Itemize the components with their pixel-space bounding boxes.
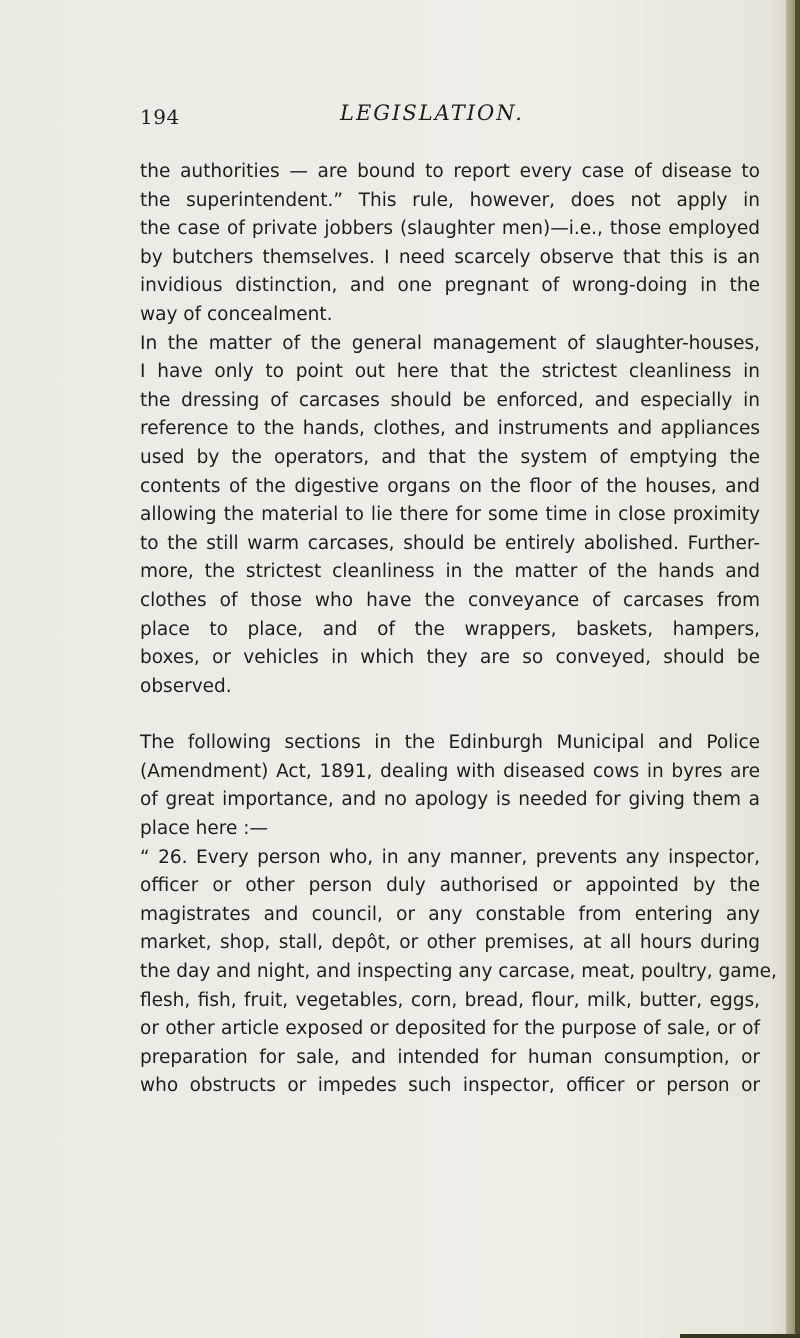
text-line: more, the strictest cleanliness in the matter of the hands and xyxy=(140,561,760,583)
text-line: In the matter of the general management of slaughter-houses, xyxy=(140,332,760,354)
text-line: reference to the hands, clothes, and instruments and appliances xyxy=(140,418,760,440)
text-line: invidious distinction, and one pregnant of wrong-doing in the xyxy=(140,275,760,297)
text-line: used by the operators, and that the system of emptying the xyxy=(140,446,760,468)
text-line: allowing the material to lie there for some time in close proximity xyxy=(140,504,760,526)
text-line: magistrates and council, or any constable from entering any xyxy=(140,903,760,925)
text-line: place to place, and of the wrappers, baskets, hampers, xyxy=(140,618,760,640)
text-line: clothes of those who have the conveyance of carcases from xyxy=(140,589,760,611)
text-line: to the still warm carcases, should be entirely abolished. Further- xyxy=(140,532,760,554)
bottom-edge-rule xyxy=(680,1334,800,1338)
text-line: of great importance, and no apology is needed for giving them a xyxy=(140,789,760,811)
paragraph-4-quotation xyxy=(140,844,777,1101)
text-line: by butchers themselves. I need scarcely observe that this is an xyxy=(140,246,760,268)
text-line: boxes, or vehicles in which they are so conveyed, should be xyxy=(140,647,760,669)
text-line: “ 26. Every person who, in any manner, prevents any inspector, xyxy=(140,846,760,868)
body-text xyxy=(140,158,777,1101)
text-line: officer or other person duly authorised or appointed by the xyxy=(140,875,760,897)
text-line: place here :— xyxy=(140,818,268,840)
text-line: preparation for sale, and intended for human consumption, or xyxy=(140,1046,760,1068)
text-line: the dressing of carcases should be enforced, and especially in xyxy=(140,389,760,411)
running-title: LEGISLATION. xyxy=(340,101,524,125)
paragraph-1 xyxy=(140,158,760,330)
text-line: the case of private jobbers (slaughter men)—i.e., those employed xyxy=(140,218,760,240)
page-header xyxy=(140,101,760,133)
text-line: (Amendment) Act, 1891, dealing with diseased cows in byres are xyxy=(140,760,760,782)
text-line: who obstructs or impedes such inspector, officer or person or xyxy=(140,1075,760,1097)
text-line: or other article exposed or deposited for the purpose of sale, or of xyxy=(140,1018,760,1040)
text-line: observed. xyxy=(140,675,232,697)
text-line: the superintendent.” This rule, however, does not apply in xyxy=(140,189,760,211)
text-line: the day and night, and inspecting any carcase, meat, poultry, game, xyxy=(140,961,777,983)
text-line: market, shop, stall, depôt, or other premises, at all hours during xyxy=(140,932,760,954)
text-line: flesh, fish, fruit, vegetables, corn, bread, flour, milk, butter, eggs, xyxy=(140,989,760,1011)
page-number: 194 xyxy=(140,105,180,129)
paragraph-3 xyxy=(140,729,760,843)
text-line: the authorities — are bound to report every case of disease to xyxy=(140,161,760,182)
text-line: I have only to point out here that the strictest cleanliness in xyxy=(140,361,760,383)
paragraph-2 xyxy=(140,330,760,702)
book-binding-shadow xyxy=(795,0,800,1338)
text-line: way of concealment. xyxy=(140,303,333,325)
text-line: contents of the digestive organs on the floor of the houses, and xyxy=(140,475,760,497)
text-line: The following sections in the Edinburgh Municipal and Police xyxy=(140,732,760,754)
